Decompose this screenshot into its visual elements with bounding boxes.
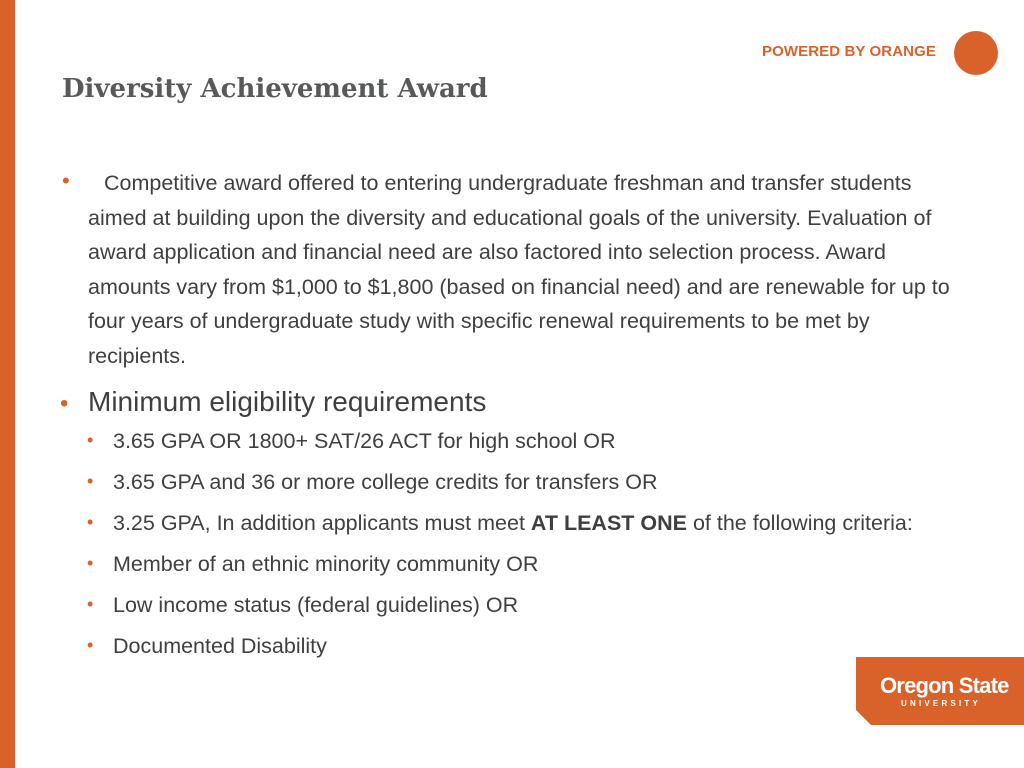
criteria-text: Documented Disability [113, 634, 327, 658]
criteria-text: Low income status (federal guidelines) OR [113, 593, 519, 617]
criteria-intro-after: of the following criteria: [692, 511, 913, 535]
bullet-icon: • [87, 553, 94, 573]
requirement-text: 3.65 GPA and 36 or more college credits for transfers OR [113, 470, 658, 494]
orange-circle-icon [954, 31, 998, 75]
criteria-intro-bold: AT LEAST ONE [530, 511, 687, 535]
logo-name: Oregon State [880, 673, 1009, 698]
logo-subtitle: UNIVERSITY [901, 699, 982, 708]
criteria-intro-before: 3.25 GPA, In addition applicants must meet [113, 511, 525, 535]
slide-content [62, 166, 962, 671]
list-item [62, 425, 913, 458]
list-item [62, 507, 913, 540]
requirements-list [62, 425, 962, 663]
list-item [62, 548, 913, 581]
slide-title: Diversity Achievement Award [62, 74, 488, 104]
bullet-icon: • [87, 471, 94, 491]
powered-by-orange-brand [762, 30, 1002, 78]
eligibility-heading: Minimum eligibility requirements [88, 386, 487, 417]
list-item [62, 466, 913, 499]
bullet-icon: • [87, 594, 94, 614]
list-item [62, 589, 913, 622]
intro-text: Competitive award offered to entering undergraduate freshman and transfer students aimed at building upon the diversity and educational goals of the university. Evaluation of award application and financial need are also factored into selection process. Award amounts vary from $1,000 to $1,800 (based on financial need) and are renewable for up to four years of undergraduate study with specific renewal requirements to be met by recipients. [88, 171, 950, 368]
eligibility-bullet [62, 383, 962, 421]
oregon-state-logo [856, 657, 1024, 725]
criteria-text: Member of an ethnic minority community OR [113, 552, 539, 576]
bullet-icon: • [87, 635, 94, 655]
bullet-icon: • [60, 390, 69, 417]
intro-bullet [62, 166, 950, 373]
requirement-text: 3.65 GPA OR 1800+ SAT/26 ACT for high school OR [113, 429, 616, 453]
bullet-icon: • [87, 512, 94, 532]
bullet-list [62, 166, 962, 421]
bullet-icon: • [62, 168, 70, 193]
bullet-icon: • [87, 430, 94, 450]
list-item [62, 630, 913, 663]
left-accent-bar [0, 0, 15, 768]
brand-tagline: POWERED BY ORANGE [762, 43, 936, 60]
logo-fold-corner [856, 710, 872, 726]
